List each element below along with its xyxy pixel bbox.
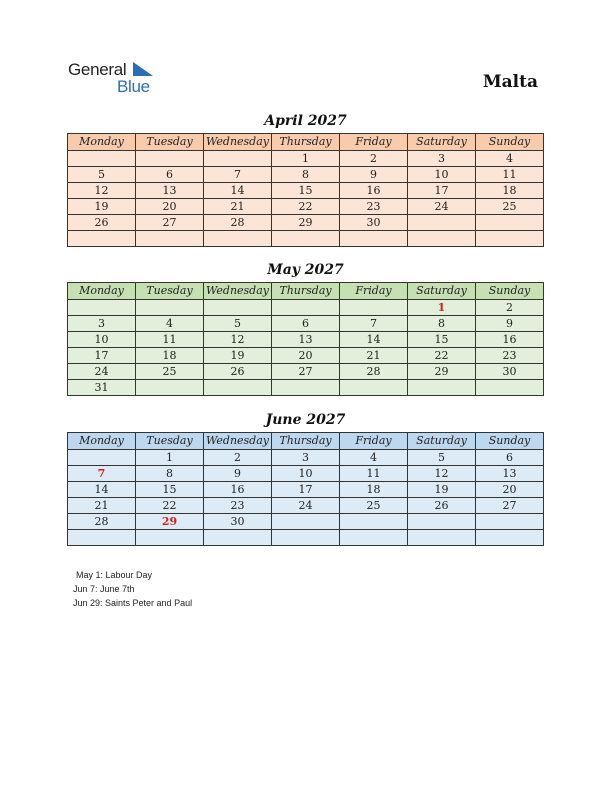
day-cell: 19	[204, 348, 272, 364]
day-cell	[68, 231, 136, 247]
day-cell	[408, 514, 476, 530]
weekday-header: Saturday	[408, 283, 476, 300]
day-cell: 4	[340, 450, 408, 466]
day-cell: 18	[136, 348, 204, 364]
day-cell: 5	[204, 316, 272, 332]
day-cell	[476, 530, 544, 546]
day-cell: 19	[408, 482, 476, 498]
day-cell	[272, 514, 340, 530]
weekday-header: Friday	[340, 134, 408, 151]
day-cell: 6	[136, 167, 204, 183]
day-cell: 4	[136, 316, 204, 332]
day-cell: 2	[204, 450, 272, 466]
weekday-header: Tuesday	[136, 134, 204, 151]
day-cell: 1	[136, 450, 204, 466]
day-cell: 6	[272, 316, 340, 332]
day-cell	[340, 300, 408, 316]
day-cell: 9	[340, 167, 408, 183]
weekday-header: Friday	[340, 283, 408, 300]
day-cell: 21	[340, 348, 408, 364]
day-cell: 29	[408, 364, 476, 380]
day-cell: 27	[136, 215, 204, 231]
week-row	[68, 332, 544, 348]
week-row	[68, 530, 544, 546]
day-cell: 9	[204, 466, 272, 482]
week-row	[68, 167, 544, 183]
weekday-header: Friday	[340, 433, 408, 450]
holiday-notes	[73, 568, 192, 610]
weekday-header: Tuesday	[136, 283, 204, 300]
day-cell: 4	[476, 151, 544, 167]
day-cell: 31	[68, 380, 136, 396]
day-cell: 15	[136, 482, 204, 498]
day-cell: 14	[340, 332, 408, 348]
week-row	[68, 450, 544, 466]
day-cell: 20	[136, 199, 204, 215]
day-cell: 14	[68, 482, 136, 498]
day-cell: 15	[272, 183, 340, 199]
weekday-header: Monday	[68, 433, 136, 450]
weekday-header: Saturday	[408, 433, 476, 450]
day-cell: 26	[204, 364, 272, 380]
weekday-header: Sunday	[476, 134, 544, 151]
day-cell	[408, 215, 476, 231]
day-cell: 22	[272, 199, 340, 215]
day-cell: 25	[136, 364, 204, 380]
day-cell: 27	[272, 364, 340, 380]
day-cell	[204, 231, 272, 247]
day-cell: 13	[136, 183, 204, 199]
day-cell	[340, 231, 408, 247]
day-cell: 28	[340, 364, 408, 380]
day-cell: 30	[204, 514, 272, 530]
day-cell: 25	[476, 199, 544, 215]
week-row	[68, 348, 544, 364]
day-cell	[408, 231, 476, 247]
day-cell: 17	[68, 348, 136, 364]
day-cell: 8	[136, 466, 204, 482]
day-cell	[408, 530, 476, 546]
weekday-header: Thursday	[272, 433, 340, 450]
day-cell	[68, 300, 136, 316]
logo	[68, 60, 168, 96]
day-cell: 20	[476, 482, 544, 498]
day-cell: 11	[476, 167, 544, 183]
day-cell: 26	[68, 215, 136, 231]
day-cell	[476, 215, 544, 231]
day-cell	[340, 530, 408, 546]
day-cell: 14	[204, 183, 272, 199]
day-cell: 29	[272, 215, 340, 231]
weekday-header: Thursday	[272, 134, 340, 151]
weekday-header: Monday	[68, 283, 136, 300]
weekday-header-row	[68, 283, 544, 300]
day-cell: 10	[408, 167, 476, 183]
day-cell	[204, 300, 272, 316]
weekday-header-row	[68, 134, 544, 151]
weekday-header: Wednesday	[204, 134, 272, 151]
day-cell	[476, 380, 544, 396]
month-table	[67, 133, 544, 247]
day-cell: 18	[340, 482, 408, 498]
holiday-note: Jun 7: June 7th	[73, 584, 135, 594]
week-row	[68, 498, 544, 514]
day-cell: 21	[68, 498, 136, 514]
day-cell: 10	[68, 332, 136, 348]
day-cell: 1	[272, 151, 340, 167]
week-row	[68, 215, 544, 231]
day-cell: 2	[340, 151, 408, 167]
day-cell: 7	[340, 316, 408, 332]
day-cell	[136, 231, 204, 247]
weekday-header: Sunday	[476, 433, 544, 450]
day-cell: 29	[136, 514, 204, 530]
day-cell: 8	[408, 316, 476, 332]
day-cell: 3	[272, 450, 340, 466]
day-cell: 25	[340, 498, 408, 514]
day-cell: 1	[408, 300, 476, 316]
day-cell: 24	[68, 364, 136, 380]
day-cell: 12	[204, 332, 272, 348]
day-cell	[272, 380, 340, 396]
logo-general-text: General	[68, 60, 127, 79]
week-row	[68, 151, 544, 167]
weekday-header: Tuesday	[136, 433, 204, 450]
month-title: April 2027	[264, 113, 347, 129]
week-row	[68, 482, 544, 498]
day-cell	[272, 231, 340, 247]
day-cell: 22	[136, 498, 204, 514]
holiday-note: May 1: Labour Day	[76, 570, 153, 580]
day-cell	[476, 231, 544, 247]
weekday-header-row	[68, 433, 544, 450]
day-cell	[68, 530, 136, 546]
day-cell: 23	[476, 348, 544, 364]
week-row	[68, 300, 544, 316]
day-cell: 12	[68, 183, 136, 199]
day-cell: 27	[476, 498, 544, 514]
day-cell	[136, 530, 204, 546]
day-cell	[204, 151, 272, 167]
day-cell: 26	[408, 498, 476, 514]
day-cell	[204, 530, 272, 546]
day-cell: 20	[272, 348, 340, 364]
week-row	[68, 364, 544, 380]
day-cell: 30	[476, 364, 544, 380]
month-title: May 2027	[267, 262, 344, 278]
day-cell	[136, 300, 204, 316]
day-cell: 9	[476, 316, 544, 332]
day-cell: 11	[136, 332, 204, 348]
weekday-header: Sunday	[476, 283, 544, 300]
week-row	[68, 380, 544, 396]
weekday-header: Thursday	[272, 283, 340, 300]
week-row	[68, 199, 544, 215]
holiday-note: Jun 29: Saints Peter and Paul	[73, 598, 193, 608]
day-cell	[204, 380, 272, 396]
day-cell: 15	[408, 332, 476, 348]
day-cell: 3	[68, 316, 136, 332]
day-cell: 3	[408, 151, 476, 167]
logo-triangle-icon	[133, 62, 153, 76]
weekday-header: Wednesday	[204, 433, 272, 450]
day-cell: 17	[408, 183, 476, 199]
week-row	[68, 466, 544, 482]
day-cell	[68, 151, 136, 167]
day-cell: 16	[340, 183, 408, 199]
day-cell: 19	[68, 199, 136, 215]
day-cell	[272, 530, 340, 546]
month-title: June 2027	[265, 412, 346, 428]
day-cell: 17	[272, 482, 340, 498]
week-row	[68, 514, 544, 530]
day-cell	[408, 380, 476, 396]
weekday-header: Wednesday	[204, 283, 272, 300]
month-table	[67, 282, 544, 396]
day-cell: 28	[204, 215, 272, 231]
weekday-header: Saturday	[408, 134, 476, 151]
day-cell: 8	[272, 167, 340, 183]
day-cell: 28	[68, 514, 136, 530]
country-title: Malta	[482, 72, 538, 92]
day-cell: 10	[272, 466, 340, 482]
day-cell: 16	[204, 482, 272, 498]
day-cell	[476, 514, 544, 530]
week-row	[68, 231, 544, 247]
weekday-header: Monday	[68, 134, 136, 151]
month-table	[67, 432, 544, 546]
day-cell: 23	[340, 199, 408, 215]
day-cell: 13	[272, 332, 340, 348]
day-cell: 23	[204, 498, 272, 514]
logo-blue-text: Blue	[117, 77, 150, 96]
day-cell: 16	[476, 332, 544, 348]
week-row	[68, 316, 544, 332]
day-cell	[340, 380, 408, 396]
day-cell: 24	[408, 199, 476, 215]
day-cell: 7	[204, 167, 272, 183]
day-cell	[68, 450, 136, 466]
day-cell: 12	[408, 466, 476, 482]
day-cell: 7	[68, 466, 136, 482]
day-cell	[340, 514, 408, 530]
day-cell: 13	[476, 466, 544, 482]
day-cell: 22	[408, 348, 476, 364]
day-cell: 21	[204, 199, 272, 215]
day-cell	[272, 300, 340, 316]
day-cell: 30	[340, 215, 408, 231]
day-cell: 2	[476, 300, 544, 316]
day-cell: 5	[408, 450, 476, 466]
day-cell: 6	[476, 450, 544, 466]
day-cell: 24	[272, 498, 340, 514]
day-cell: 11	[340, 466, 408, 482]
day-cell	[136, 380, 204, 396]
day-cell	[136, 151, 204, 167]
day-cell: 5	[68, 167, 136, 183]
week-row	[68, 183, 544, 199]
day-cell: 18	[476, 183, 544, 199]
